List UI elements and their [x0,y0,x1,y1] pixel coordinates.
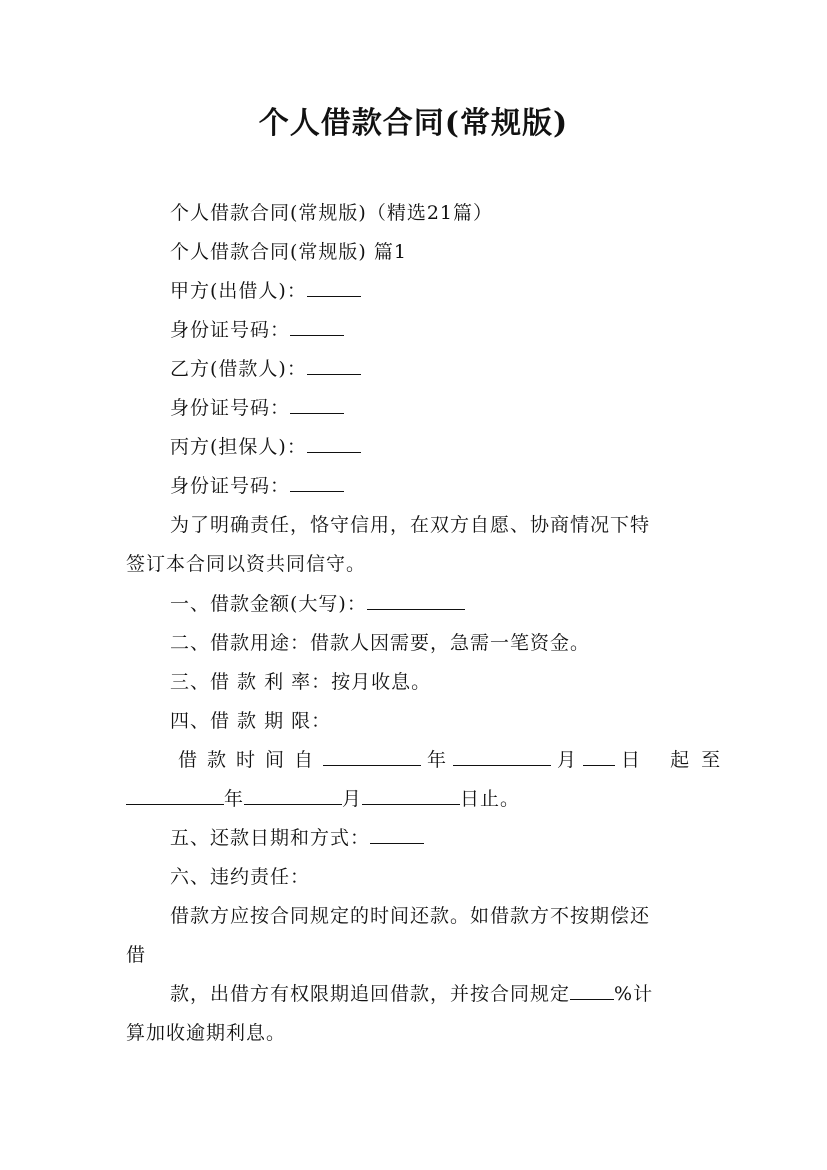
term-start-label: 借款时间自 [178,749,324,771]
party-b-line [170,354,361,381]
clause-amount-label: 一、借款金额(大写)： [170,593,367,615]
day-blank [583,747,615,766]
party-a-id-line [170,315,344,342]
party-c-id-line [170,471,344,498]
month-label: 月 [557,749,578,771]
clause-purpose: 二、借款用途：借款人因需要，急需一笔资金。 [170,632,591,654]
percent-blank [570,981,614,1000]
party-c-label: 丙方(担保人)： [170,436,307,458]
end-year-blank [126,786,224,805]
intro-paragraph-line-1: 为了明确责任，恪守信用，在双方自愿、协商情况下特 [170,514,651,536]
id-blank [290,473,344,492]
party-a-label: 甲方(出借人)： [170,280,307,302]
section-heading: 个人借款合同(常规版) 篇1 [170,241,407,263]
liability-paragraph-line-4: 算加收逾期利息。 [126,1022,287,1044]
party-a-line [170,276,361,303]
clause-repayment-label: 五、还款日期和方式： [170,827,371,849]
id-label: 身份证号码： [170,475,291,497]
end-month-blank [244,786,342,805]
clause-term: 四、借 款 期 限： [170,710,332,732]
liability-paragraph-line-2: 借 [126,944,147,966]
intro-paragraph-line-2: 签订本合同以资共同信守。 [126,553,367,575]
clause-liability: 六、违约责任： [170,866,311,888]
party-b-blank [307,356,361,375]
document-title: 个人借款合同(常规版) [258,106,569,141]
end-day-label: 日止。 [460,788,521,810]
term-dates-line-2 [126,784,520,811]
id-blank [290,395,344,414]
day-start-label: 日 起至 [621,749,733,771]
party-b-label: 乙方(借款人)： [170,358,307,380]
liability-paragraph-line-1: 借款方应按合同规定的时间还款。如借款方不按期偿还 [170,905,651,927]
end-day-blank [362,786,460,805]
end-month-label: 月 [342,788,363,810]
end-year-label: 年 [224,788,245,810]
clause-amount [170,589,465,616]
year-label: 年 [427,749,448,771]
party-c-line [170,432,361,459]
subtitle-line: 个人借款合同(常规版)（精选21篇） [170,202,494,224]
id-label: 身份证号码： [170,319,291,341]
percent-label: %计 [614,983,654,1005]
year-blank [323,747,421,766]
party-b-id-line [170,393,344,420]
id-blank [290,317,344,336]
clause-repayment [170,823,424,850]
id-label: 身份证号码： [170,397,291,419]
liability-paragraph-line-3 [170,979,653,1006]
month-blank [453,747,551,766]
party-c-blank [307,434,361,453]
repayment-blank [370,825,424,844]
term-dates-line-1 [178,745,732,772]
amount-blank [367,591,465,610]
liability-text: 款，出借方有权限期追回借款，并按合同规定 [170,983,571,1005]
clause-interest-rate: 三、借 款 利 率：按月收息。 [170,671,432,693]
party-a-blank [307,278,361,297]
